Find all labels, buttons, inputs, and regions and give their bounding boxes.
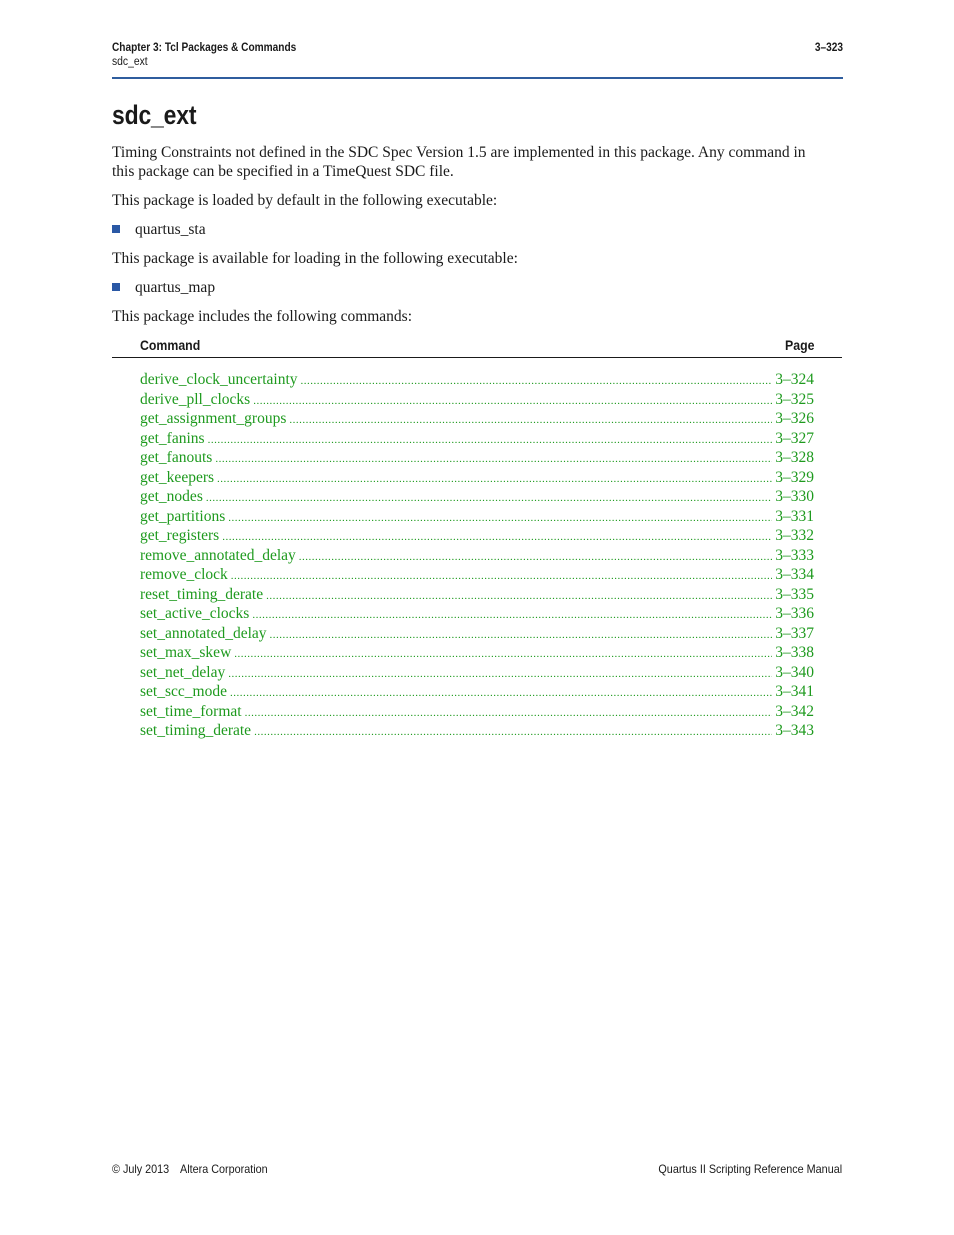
- header-rule: [112, 77, 843, 79]
- leader-dots: [289, 414, 772, 426]
- column-header-page: Page: [784, 337, 814, 353]
- command-link[interactable]: get_fanouts: [140, 449, 213, 466]
- command-link[interactable]: set_max_skew: [140, 644, 232, 661]
- command-link[interactable]: set_net_delay: [140, 663, 226, 681]
- leader-dots: [230, 687, 772, 699]
- leader-dots: [234, 648, 772, 660]
- command-link[interactable]: set_active_clocks: [140, 605, 250, 622]
- page-link[interactable]: 3–337: [775, 624, 814, 642]
- footer-manual-title: Quartus II Scripting Reference Manual: [658, 1162, 842, 1176]
- table-row[interactable]: [140, 605, 814, 625]
- bullet-item-label: quartus_sta: [135, 221, 206, 238]
- command-link[interactable]: reset_timing_derate: [140, 585, 264, 603]
- page-header: [112, 42, 843, 68]
- bullet-square-icon: [112, 225, 120, 233]
- page-link[interactable]: 3–341: [775, 683, 814, 700]
- leader-dots: [301, 375, 773, 387]
- table-row[interactable]: [140, 488, 814, 508]
- command-link[interactable]: get_partitions: [140, 507, 226, 525]
- table-row[interactable]: [140, 566, 814, 586]
- footer-company: Altera Corporation: [179, 1162, 268, 1176]
- page-link[interactable]: 3–328: [775, 449, 814, 466]
- leader-dots: [206, 492, 772, 504]
- table-row[interactable]: [140, 664, 814, 684]
- table-row[interactable]: [140, 722, 814, 742]
- table-row[interactable]: [140, 410, 814, 430]
- bullet-item: [112, 220, 206, 239]
- footer-left: [112, 1162, 268, 1176]
- bullet-square-icon: [112, 283, 120, 291]
- leader-dots: [252, 609, 772, 621]
- table-row[interactable]: [140, 371, 814, 391]
- leader-dots: [266, 590, 772, 602]
- page-link[interactable]: 3–332: [775, 527, 814, 544]
- includes-text: This package includes the following commands:: [112, 308, 413, 325]
- command-link[interactable]: remove_clock: [140, 566, 228, 583]
- table-row[interactable]: [140, 430, 814, 450]
- page-link[interactable]: 3–330: [775, 488, 814, 505]
- command-link[interactable]: set_annotated_delay: [140, 624, 267, 642]
- leader-dots: [222, 531, 772, 543]
- intro-paragraph: Timing Constraints not defined in the SDC Spec Version 1.5 are implemented in this package. Any command in this package can be specified in a TimeQuest SDC file.: [112, 144, 806, 180]
- leader-dots: [217, 473, 772, 485]
- loaded-default-text: This package is loaded by default in the following executable:: [112, 192, 498, 209]
- leader-dots: [270, 629, 773, 641]
- table-row[interactable]: [140, 703, 814, 723]
- table-row[interactable]: [140, 391, 814, 411]
- table-row[interactable]: [140, 683, 814, 703]
- command-link[interactable]: get_keepers: [140, 468, 215, 486]
- bullet-item: [112, 278, 215, 297]
- leader-dots: [208, 434, 773, 446]
- footer-date: © July 2013: [112, 1162, 170, 1176]
- leader-dots: [299, 551, 772, 563]
- command-link[interactable]: get_fanins: [140, 429, 205, 447]
- page-link[interactable]: 3–327: [775, 429, 814, 447]
- page-link[interactable]: 3–326: [775, 410, 814, 427]
- leader-dots: [254, 726, 772, 738]
- page-link[interactable]: 3–336: [775, 605, 814, 622]
- command-link[interactable]: remove_annotated_delay: [140, 546, 296, 564]
- leader-dots: [228, 512, 772, 524]
- command-link[interactable]: set_scc_mode: [140, 683, 227, 700]
- page-link[interactable]: 3–342: [775, 702, 814, 720]
- header-section: sdc_ext: [112, 56, 148, 68]
- leader-dots: [231, 570, 772, 582]
- command-link[interactable]: get_registers: [140, 527, 220, 544]
- leader-dots: [253, 395, 772, 407]
- table-row[interactable]: [140, 644, 814, 664]
- page-link[interactable]: 3–329: [775, 468, 814, 486]
- command-link[interactable]: get_assignment_groups: [140, 410, 287, 427]
- page-link[interactable]: 3–343: [775, 722, 814, 739]
- page-link[interactable]: 3–334: [775, 566, 814, 583]
- table-row[interactable]: [140, 547, 814, 567]
- leader-dots: [228, 668, 772, 680]
- page-link[interactable]: 3–338: [775, 644, 814, 661]
- command-link[interactable]: derive_clock_uncertainty: [140, 371, 298, 388]
- table-rows: [140, 371, 814, 742]
- commands-table: [112, 335, 842, 739]
- table-row[interactable]: [140, 449, 814, 469]
- table-row[interactable]: [140, 586, 814, 606]
- table-header: [112, 335, 842, 358]
- header-chapter: Chapter 3: Tcl Packages & Commands: [112, 42, 297, 54]
- command-link[interactable]: derive_pll_clocks: [140, 390, 251, 408]
- page-link[interactable]: 3–325: [775, 390, 814, 408]
- page-link[interactable]: 3–335: [775, 585, 814, 603]
- table-row[interactable]: [140, 508, 814, 528]
- leader-dots: [215, 453, 772, 465]
- command-link[interactable]: set_time_format: [140, 702, 242, 720]
- command-link[interactable]: set_timing_derate: [140, 722, 252, 739]
- page-link[interactable]: 3–324: [775, 371, 814, 388]
- table-row[interactable]: [140, 625, 814, 645]
- page-link[interactable]: 3–340: [775, 663, 814, 681]
- column-header-command: Command: [140, 337, 201, 353]
- table-row[interactable]: [140, 469, 814, 489]
- page-link[interactable]: 3–333: [775, 546, 814, 564]
- table-row[interactable]: [140, 527, 814, 547]
- bullet-item-label: quartus_map: [135, 279, 216, 296]
- available-text: This package is available for loading in the following executable:: [112, 250, 518, 267]
- page-link[interactable]: 3–331: [775, 507, 814, 525]
- header-page-number: 3–323: [814, 42, 843, 54]
- page-title: sdc_ext: [112, 100, 197, 130]
- leader-dots: [245, 707, 773, 719]
- command-link[interactable]: get_nodes: [140, 488, 203, 505]
